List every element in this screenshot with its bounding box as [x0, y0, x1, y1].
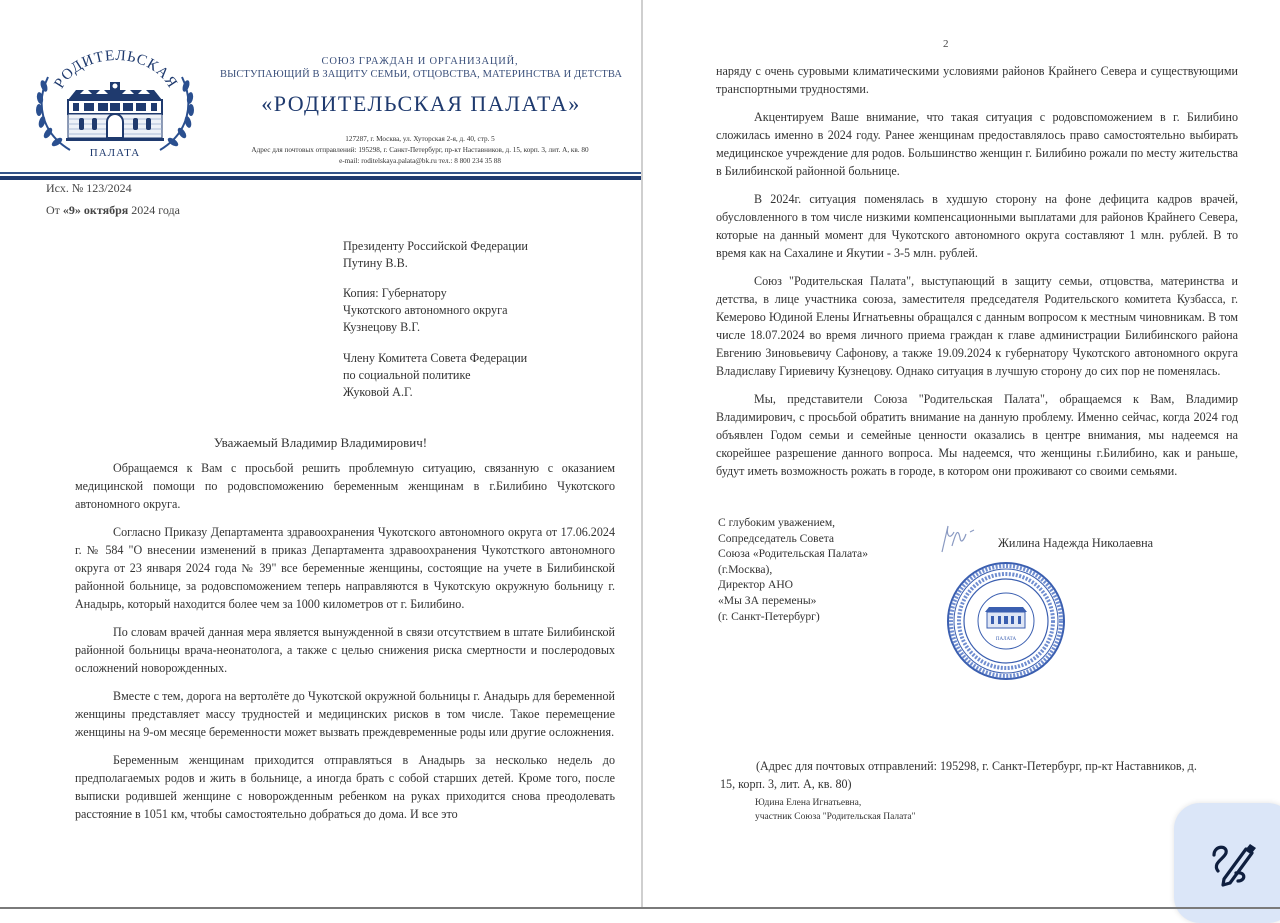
paragraph: Беременным женщинам приходится отправляться в Анадырь за несколько недель до предполагаемых родов и жить в больнице, а иногда брать с собой старших детей. Кроме того, после выписки родившей женщине с новорожденным ребенком на руках приходится снова преодолевать расстояние в 1051 км, чтобы самостоятельно добраться до дома. И все это [75, 753, 615, 821]
org-line-1: СОЮЗ ГРАЖДАН И ОРГАНИЗАЦИЙ, [321, 56, 519, 67]
paragraph: Союз "Родительская Палата", выступающий в защиту семьи, отцовства, материнства и детства, в лице участника союза, заместителя председателя Родительского комитета Кузбасса, г. Кемерово Юдиной Елены Игнатьевны обращался с данным вопросом к местным чиновникам. В том числе 18.07.2024 во время личного приема граждан к главе администрации Билибинского района Евгению Зиновьевичу Сафонову, а также 19.09.2024 к губернатору Чукотского автономного округа Владиславу Гириевичу Кузнецову. Однако ситуация в лучшую сторону до сих пор не поменялась. [716, 274, 1238, 378]
salutation: Уважаемый Владимир Владимирович! [213, 435, 428, 450]
member-block [755, 797, 915, 824]
outgoing-number: Исх. № 123/2024 [46, 181, 132, 195]
paragraph: Вместе с тем, дорога на вертолёте до Чукотской окружной больницы г. Анадырь для беременной женщины представляет массу трудностей и медицинских рисков в том числе. Такое перемещение женщины на 9-ом месяце беременности может вызвать преждевременные роды или другие осложнения. [75, 689, 615, 739]
stamp-label: ПАЛАТА [995, 637, 1017, 642]
addressee-governor-copy: Копия: Губернатору Чукотского автономного округа Кузнецову В.Г. [343, 286, 508, 334]
logo-arc-text: РОДИТЕЛЬСКАЯ [51, 47, 181, 92]
closing-block: С глубоким уважением, Сопредседатель Совета Союза «Родительская Палата» (г.Москва), Директор АНО «Мы ЗА перемены» (г. Санкт-Петербург) [718, 516, 869, 623]
draw-pen-icon [1206, 835, 1262, 891]
page-number: 2 [943, 38, 949, 50]
signature-icon [936, 518, 976, 558]
addressee-president: Президенту Российской Федерации Путину В.В. [343, 239, 528, 270]
paragraph: По словам врачей данная мера является вынужденной в связи отсутствием в штате Билибинской районной больницы врача-неонатолога, а также с целью снижения риска смертности и послеродовых осложнений новорожденных. [75, 625, 615, 675]
page-1-body [75, 459, 615, 833]
org-address: 127287, г. Москва, ул. Хуторская 2-я, д. 40, стр. 5 [345, 135, 495, 143]
document-page-1 [0, 0, 641, 909]
paragraph: Согласно Приказу Департамента здравоохранения Чукотского автономного округа от 17.06.2024 г. № 584 "О внесении изменений в приказ Департамента здравоохранения Чукотсткого автономного округа от 23 января 2024 года № 39" все беременные женщины, состоящие на учете в Билибинской районной больнице, за родовспоможением теперь направляются в Чукотскую окружную больницу г. Анадырь, который находится более чем за 1000 километров от г. Билибино. [75, 525, 615, 611]
member-role: участник Союза "Родительская Палата" [755, 811, 916, 822]
addressee-federation-council: Члену Комитета Совета Федерации по социальной политике Жуковой А.Г. [343, 351, 528, 399]
paragraph: Акцентируем Ваше внимание, что такая ситуация с родовспоможением в г. Билибино сложилась именно в 2024 году. Ранее женщинам предоставлялось право самостоятельно выбирать медицинское учреждение для родов. Большинство женщин г. Билибино рожали по месту жительства в Билибинской районной больнице. [716, 110, 1238, 178]
building-icon [66, 82, 164, 141]
org-name: «РОДИТЕЛЬСКАЯ ПАЛАТА» [261, 91, 581, 116]
letter-date: От «9» октября 2024 года [46, 203, 180, 217]
header-rule-thick [0, 176, 641, 180]
draw-annotate-button[interactable] [1174, 803, 1280, 923]
header-rule-thin [0, 172, 641, 174]
paragraph: Обращаемся к Вам с просьбой решить проблемную ситуацию, связанную с оказанием медицинской помощи по родовспоможению беременным женщинам в г.Билибино Чукотского автономного округа. [75, 461, 615, 511]
page-2-body [716, 62, 1238, 490]
organization-stamp-icon [945, 560, 1067, 682]
member-name: Юдина Елена Игнатьевна, [755, 798, 862, 808]
paragraph: В 2024г. ситуация поменялась в худшую сторону на фоне дефицита кадров врачей, обусловленного в том числе низкими компенсационными выплатами для районов Крайнего Севера, которые на данный момент для Чукотского автономного округа составляют 1 млн. рублей. В то время как на Сахалине и Якутии - 3-5 млн. рублей. [716, 192, 1238, 260]
postal-address-note: (Адрес для почтовых отправлений: 195298, г. Санкт-Петербург, пр-кт Наставников, д. 15, корп. 3, лит. А, кв. 80) [720, 759, 1197, 791]
organization-logo [30, 42, 200, 162]
org-contacts: e-mail: roditelskaya.palata@bk.ru тел.: 8 800 234 35 88 [339, 157, 501, 165]
logo-bottom-text: ПАЛАТА [89, 147, 141, 159]
org-postal-address: Адрес для почтовых отправлений: 195298, г. Санкт-Петербург, пр-кт Наставников, д. 15, корп. 3, лит. А, кв. 80 [251, 146, 589, 154]
paragraph-continuation: наряду с очень суровыми климатическими условиями районов Крайнего Севера и существующими транспортными трудностями. [716, 64, 1238, 96]
signer-name: Жилина Надежда Николаевна [998, 536, 1154, 550]
paragraph: Мы, представители Союза "Родительская Палата", обращаемся к Вам, Владимир Владимирович, с просьбой обратить внимание на данную проблему. Именно сейчас, когда 2024 год объявлен Годом семьи и семейные ценности оказались в центре внимания, мы надеемся на скорейшее разрешение данного вопроса. Мы надеемся, что женщины г.Билибино, как и раньше, будут иметь возможность рожать в городе, в котором они проживают со своими семьями. [716, 392, 1238, 478]
org-line-2: ВЫСТУПАЮЩИЙ В ЗАЩИТУ СЕМЬИ, ОТЦОВСТВА, МАТЕРИНСТВА И ДЕТСТВА [219, 69, 623, 80]
